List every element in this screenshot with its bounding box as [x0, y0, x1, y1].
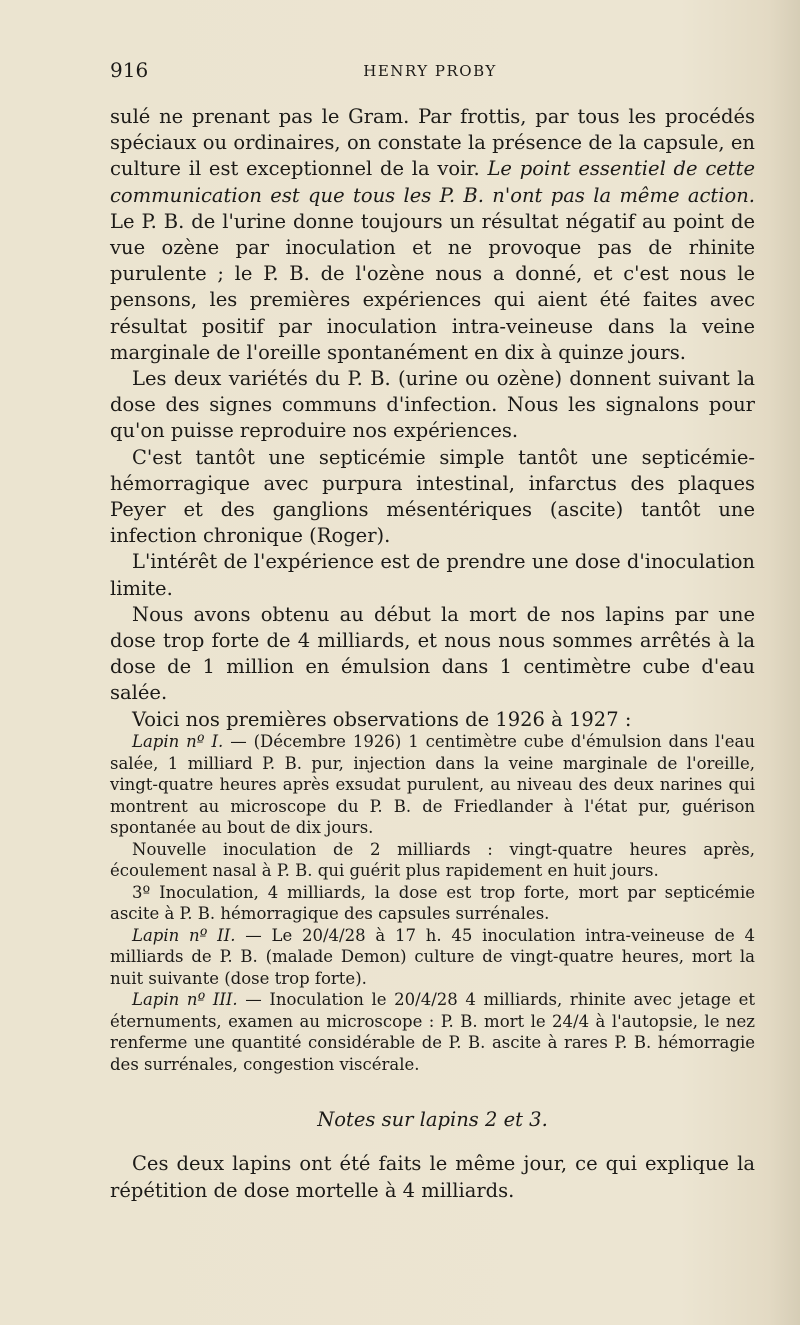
closing-paragraph: Ces deux lapins ont été faits le même jour, ce qui explique la répétition de dose mortelle à 4 milliards. [110, 1152, 755, 1202]
observation-4 [110, 925, 755, 990]
paragraph-5: Nous avons obtenu au début la mort de nos lapins par une dose trop forte de 4 milliards, et nous nous sommes arrêtés à la dose de 1 million en émulsion dans 1 centimètre cube d'eau salée. [110, 602, 755, 705]
paragraph-1 [110, 104, 755, 366]
observation-3: 3º Inoculation, 4 milliards, la dose est trop forte, mort par septicémie ascite à P. B. hémorragique des capsules surrénales. [110, 882, 755, 923]
paragraph-3: C'est tantôt une septicémie simple tantôt une septicémie-hémorragique avec purpura intestinal, infarctus des plaques Peyer et des ganglions mésentériques (ascite) tantôt une infection chronique (Roger). [110, 445, 755, 548]
section-title: Notes sur lapins 2 et 3. [317, 1108, 548, 1131]
observation-1 [110, 731, 755, 839]
observation-1-text: — (Décembre 1926) 1 centimètre cube d'émulsion dans l'eau salée, 1 milliard P. B. pur, injection dans la veine marginale de l'oreille, vingt-quatre heures après exsudat purulent, au niveau des deux narines qui montrent au microscope du P. B. de Friedlander à l'état pur, guérison spontanée au bout de dix jours. [110, 732, 755, 837]
observation-5 [110, 989, 755, 1075]
page-header [110, 58, 750, 88]
observation-5-label: Lapin nº III. [132, 990, 238, 1009]
paragraph-6: Voici nos premières observations de 1926 à 1927 : [132, 707, 632, 731]
paragraph-1-start: sulé ne prenant pas le Gram. Par frottis, par tous les procédés spéciaux ou ordinaires, on constate la présence de la capsule, en culture il est exceptionnel de la voir. [110, 105, 755, 181]
paragraph-1-end: Le P. B. de l'urine donne toujours un résultat négatif au point de vue ozène par inoculation et ne provoque pas de rhinite purulente ; le P. B. de l'ozène nous a donné, et c'est nous le pensons, les premières expériences qui aient été faites avec résultat positif par inoculation intra-veineuse dans la veine marginale de l'oreille spontanément en dix à quinze jours. [110, 209, 755, 364]
running-head: HENRY PROBY [363, 62, 497, 80]
observation-1-label: Lapin nº I. [132, 732, 224, 751]
paragraph-1-emphasis: Le point essentiel de cette communication est que tous les P. B. n'ont pas la même action. [110, 157, 755, 207]
closing-text [110, 1150, 755, 1204]
main-text [110, 104, 755, 733]
observation-2: Nouvelle inoculation de 2 milliards : vingt-quatre heures après, écoulement nasal à P. B. qui guérit plus rapidement en huit jours. [110, 839, 755, 880]
observation-5-text: — Inoculation le 20/4/28 4 milliards, rhinite avec jetage et éternuments, examen au microscope : P. B. mort le 24/4 à l'autopsie, le nez renferme une quantité considérable de P. B. ascite à rares P. B. hémorragie des surrénales, congestion viscérale. [110, 990, 756, 1074]
observation-4-text: — Le 20/4/28 à 17 h. 45 inoculation intra-veineuse de 4 milliards de P. B. (malade Demon) culture de vingt-quatre heures, mort la nuit suivante (dose trop forte). [110, 925, 755, 988]
observation-4-label: Lapin nº II. [132, 925, 236, 945]
paragraph-2: Les deux variétés du P. B. (urine ou ozène) donnent suivant la dose des signes communs d'infection. Nous les signalons pour qu'on puisse reproduire nos expériences. [110, 367, 755, 443]
paragraph-4: L'intérêt de l'expérience est de prendre une dose d'inoculation limite. [110, 550, 755, 600]
page-number: 916 [110, 58, 149, 82]
observations-block [110, 731, 755, 1075]
